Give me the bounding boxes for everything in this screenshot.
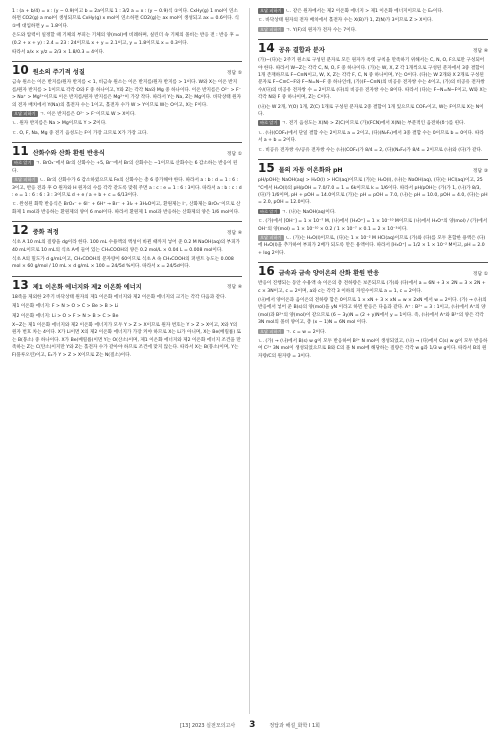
paragraph: ㄷ. 완성된 화학 반응식은 BrO₃⁻ + 6I⁻ + 6H⁺ → Br⁻ + 3I₂ + 3H₂O이고, 환원제는 I⁻, 산화제는 BrO₃⁻이므로 산화제 1 mol과 반응하는 환원제의 양이 6 mol이다. 따라서 환원제 1 mol과 반응하는 산화제의 양은 1/6 mol이다.: [12, 202, 241, 215]
section-header: [12, 64, 242, 77]
paragraph: 따라서 a/x × y/z = 2/3 × 1.8/0.3 = 4이다.: [12, 50, 105, 56]
paragraph: 식초 A 10 mL의 질량을 dg이라 한다. 100 mL 수용액의 액성이 바뀐 때까지 넣어 준 0.2 M NaOH(aq)의 부피가 40 mL이므로 10 mL의 식초 A에 들어 있는 CH₃COOH의 양은 0.2 mol/L × 0.04 L = 0.008 mol이다.: [12, 240, 240, 253]
right-column: [258, 8, 488, 362]
section-number: 13: [12, 277, 29, 292]
section-header: [12, 224, 242, 237]
paragraph: 바로 알기 ㄱ. BrO₃⁻에서 Br의 산화수는 +5, Br⁻에서 Br의 산화수는 −1이므로 산화수는 6 감소하는 반응이 된다.: [12, 160, 238, 174]
section-title: 산화수와 산화 환원 반응식: [32, 150, 105, 158]
answer-label: 정답 ⑤: [226, 71, 242, 77]
answer-label: 정답 ①: [226, 151, 242, 157]
page-number: 3: [249, 720, 256, 730]
section-number: 15: [258, 161, 275, 176]
paragraph: 오답 피하기 ㄱ. 이온 반지름은 O²⁻ > F⁻이므로 W > X이다.: [14, 111, 136, 118]
tag-label: 바로 알기: [14, 160, 32, 166]
tag-label: 오답 피하기: [260, 234, 282, 240]
section-16: [258, 262, 488, 360]
paragraph: 오답 피하기 ㄴ. (가)는 H₂O(l)이므로, (다)는 1 × 10⁻² M HCl(aq)이므로 (가)와 (다)를 모두 혼합한 용액은 (다)에 H₂O(l)을 추가하여 부피가 2배가 되도록 만든 용액이다. 따라서 [H₃O⁺] = 1/2 × 1 × 10⁻² M이고, pH = 2.0 + log 2이다.: [258, 234, 486, 256]
paragraph: (나)는 W 2개, Y(O) 1개, Z(C) 1개로 구성된 분자로 2중 결합이 1개 있으므로 COF₂이고, W는 F이므로 X는 N이다.: [258, 104, 484, 118]
paragraph: 1 : (a + b/4) = x : (y − 0.9)이고 b = 2a이므로 1 : 3/2 a = x : (y − 0.9)식 ①이다. CxHy(g) 1 mol이 연소하면 CO2(g) a mol이 생성되므로 CxHy(g) x mol이 연소하면 CO2(g)는 ax mol이 생성되고 ax = 0.6이다. 식 ①에 대입하면 y = 1.8이다.: [12, 9, 239, 29]
answer-label: 정답 ④: [226, 285, 242, 291]
section-header: [258, 265, 488, 278]
section-number: 11: [12, 144, 29, 159]
section-header: [12, 145, 242, 158]
section-title: 제1 이온화 에너지와 제2 이온화 에너지: [32, 283, 142, 291]
tag-label: 오답 피하기: [14, 111, 36, 117]
paragraph: (나)에서 양이온과 음이온의 전하량 합은 0이므로 1 × xN + 3 × xN = w × 2xN 에서 w = 2이다. (가) → (나)의 반응에서 넣어 준 B(s)의 양(mol)을 yN 이라고 하면 반응은 다음과 같다. A⁺ : B²⁺ = 3 : 1이고, (나)에서 A⁺의 양(mol)과 B²⁺의 양(mol)이 같으므로 (6 − 3y)N = (2 + y)N에서 y = 1이다. 즉, (나)에서 A⁺와 B²⁺의 양은 각각 3N mol의 몰비 양이고, 총 (x − 1)N = 6N mol 이다.: [258, 297, 487, 326]
paragraph: 오답 피하기 ㄴ. 같은 원자에서는 제2 이온화 에너지 > 제1 이온화 에너지이므로 는 E₂이다.: [260, 8, 444, 14]
paragraph: 제2 이온화 에너지: Li > O > F > N > B > C > Be: [12, 313, 119, 319]
footer-left: [13] 2023 실전모의고사: [180, 722, 236, 729]
section-12: [12, 221, 242, 271]
section-15: [258, 159, 488, 257]
paragraph: ㄷ. 비공유 전자쌍 수/공유 전자쌍 수는 (나)(COF₂)가 8/4 = 2, (다)(N₂F₂)가 8/4 = 2이므로 (나)와 (다)가 같다.: [258, 147, 483, 153]
paragraph: 바로 알기 ㄱ. (나)는 NaOH(aq)이다.: [260, 208, 336, 215]
section-title: 금속과 금속 양이온의 산화 환원 반응: [278, 270, 380, 278]
paragraph: 반응이 진행되는 동안 수용액 속 이온의 총 전하량은 보존되므로 (가)와 (다)에서 a = 6N + 3 × 2N = 3 × 2N + c × 3N이고, c = 2이며, a와 c는 각각 3 이하의 자연수이므로 a = 1, c = 2이다.: [258, 281, 486, 294]
answer-label: 정답 ①: [472, 271, 488, 277]
section-title: 공유 결합과 분자: [278, 47, 325, 55]
paragraph: 18족을 제외한 2주기 바닥상태 원자의 제1 이온화 에너지와 제2 이온화 에너지의 크기는 각각 다음과 같다.: [12, 294, 227, 300]
paragraph: 식초 A의 밀도가 d g/mL이고, CH₃COOH의 분자량이 60이므로 식초 A 속 CH₃COOH의 퍼센트 농도는 0.008 mol × 60 g/mol / 10 mL × d g/mL × 100 = 24/5d %이다. 따라서 x = 24/5d이다.: [12, 256, 234, 270]
tag-label: 바로 알기: [260, 208, 278, 214]
paragraph: 오답 피하기 ㄴ. Br의 산화수가 6 감소하였으므로 Fe의 산화수는 총 6 증가해야 한다. 따라서 a : b : d = 1 : 6 : 3이고, 반응 전과 후 O 원자와 H 원자의 수를 각각 같도록 맞춰 주면 a : c : e = 1 : 6 : 3이다. 따라서 a : b : c : d : e = 1 : 6 : 6 : 3 : 3이므로 d + e / a + b + c = 6/13이다.: [12, 177, 242, 198]
section-10: [12, 61, 242, 137]
tag-label: 바로 알기: [260, 120, 278, 126]
answer-label: 정답 ③: [472, 168, 488, 174]
paragraph: X∼Z는 제1 이온화 에너지와 제2 이온화 에너지가 모두 Y > Z > X이므로 원자 번호는 Y > Z > X이고, X와 Y의 원자 번호 차는 4이다. X가 Li이면 X의 제2 이온화 에너지가 가장 커야 하므로 X는 Li가 아니며, X는 Be(베릴륨) 또는 B(붕소) 중 하나이다. X가 Be(베릴륨)이면 Y는 O(산소)이며, 제1 이온화 에너지와 제2 이온화 에너지 조건을 만족하는 Z는 C(탄소)이지만 Y와 Z는 홀전자 수가 같아야 하므로 조건에 맞지 않는다. 따라서 X는 B(붕소)이며, Y는 F(플루오린)이고, E₂가 Y > Z > X이므로 Z는 N(질소)이다.: [12, 322, 242, 358]
paragraph: 금속 원소는 이온 반지름/원자 반지름 < 1, 비금속 원소는 이온 반지름/원자 반지름 > 1이다. W와 X는 이온 반지름/원자 반지름 > 1이므로 각각 O와 F 중 하나이고, Y와 Z는 각각 Na와 Mg 중 하나이다. 이온 반지름은 O²⁻ > F⁻ > Na⁺ > Mg²⁺이므로 이온 반지름/원자 반지름은 Mg²⁺이 가장 작다. 따라서 Y는 Na, Z는 Mg이다. 바닥상태 원자의 전자 배치에서 Y(Na)의 홀전자 수는 1이고, 홀전자 수가 W > Y이므로 W는 O이고, X는 F이다.: [12, 80, 242, 108]
section-title: 중화 적정: [32, 229, 59, 237]
section-title: 물의 자동 이온화와 pH: [278, 167, 343, 175]
answer-label: 정답 ④: [226, 230, 242, 236]
section-number: 12: [12, 223, 29, 238]
section-13: [12, 276, 242, 359]
paragraph: 바로 알기 ㄱ. 전기 음성도는 X(N) > Z(C)이므로 (가)(FCN)에서 X(N)는 부분적인 음전하(δ⁻)를 띤다.: [260, 120, 465, 127]
paragraph: 오답 피하기 ㄱ. c = w = 2이다.: [260, 328, 327, 335]
footer-right: 정답과 해설_화학 Ⅰ 1회: [269, 722, 320, 729]
paragraph: 오답 피하기 ㄱ. Y(F)의 원자가 전자 수는 7이다.: [260, 26, 357, 33]
section-number: 16: [258, 264, 275, 279]
paragraph: ㄷ. (가)에서 [OH⁻] = 1 × 10⁻⁷ M, (나)에서 [H₃O⁺] = 1 × 10⁻¹⁰ M이므로 (나)에서 H₃O⁺의 양(mol) / (가)에서 OH⁻의 양(mol) = 1 × 10⁻¹⁰ × 0.2 / 1 × 10⁻⁷ × 0.1 = 2 × 10⁻³이다.: [258, 219, 488, 232]
tag-label: 오답 피하기: [260, 328, 282, 334]
section-11: [12, 142, 242, 216]
paragraph: ㄴ. (나)(COF₂)에서 단일 결합 수는 2이므로 a = 2이고, (다)(N₂F₂)에서 3중 결합 수는 0이므로 b = 0이다. 따라서 a + b = 2이다.: [258, 130, 484, 144]
section-header: [12, 279, 242, 292]
column-divider: [249, 8, 250, 714]
tag-label: 오답 피하기: [14, 177, 36, 183]
paragraph: 제1 이온화 에너지: F > N > O > C > Be > B > Li: [12, 304, 119, 310]
paragraph: 온도와 압력이 일정할 때 기체의 부피는 기체의 양(mol)에 비례하며, 실린더 속 기체의 몰비는 반응 전 : 반응 후 = (0.2 + x + y) : 2.4 = 23 : 24이므로 x + y = 2.1이고, y = 1.8이므로 x = 0.3이다.: [12, 33, 240, 46]
tag-label: 오답 피하기: [260, 8, 282, 13]
left-column: [12, 8, 242, 361]
section-header: [258, 42, 488, 55]
paragraph: ㄴ. 원자 반지름은 Na > Mg이므로 Y > Z이다.: [12, 121, 107, 127]
paragraph: (가)∼(다)는 2주기 원소로 구성된 분자로 모든 원자가 옥텟 규칙을 만족하기 위해서는 C, N, O, F으로만 구성되어야 한다. 따라서 W∼Z는 각각 C, N, O, F 중 하나이다. (가)는 W, X, Z 각 1개씩으로 구성된 분자에서 3중 결합이 1개 존재하므로 F−C≡N이고, W, X, Z는 각각 F, C, N 중 하나이며, Y는 O이다. (다)는 W 2개와 X 2개로 구성된 분자로 F−C≡C−F와 F−N=N−F 중 하나인데, (가)(F−C≡N)의 비공유 전자쌍 수는 4이고, (가)의 비공유 전자쌍 수/(다)의 비공유 전자쌍 수 = 2이므로 (다)의 비공유 전자쌍 수는 8이다. 따라서 (다)는 F−N=N−F이고, W와 X는 각각 N와 F 중 하나이며, Z는 C이다.: [258, 58, 488, 101]
section-header: [258, 162, 488, 175]
answer-label: 정답 ④: [472, 48, 488, 54]
section-14: [258, 39, 488, 154]
section-number: 14: [258, 41, 275, 56]
section-number: 10: [12, 63, 29, 78]
tag-label: 오답 피하기: [260, 26, 282, 32]
paragraph: ㄴ. (가) → (나)에서 B(s) w g이 모두 반응하여 B²⁺ N mol이 생성되었고, (나) → (다)에서 C(s) w g이 모두 반응하여 C²⁺ 3N mol이 생성되었으므로 B와 C의 몰 N mol에 해당하는 질량은 각각 w g과 1/3 w g이다. 따라서 B의 원자량/C의 원자량 = 3이다.: [258, 339, 488, 359]
section-title: 원소의 주기적 성질: [32, 69, 85, 77]
page-footer: [0, 718, 500, 732]
paragraph: ㄷ. 바닥상태 원자의 전자 배치에서 홀전자 수는 X(B)가 1, Z(N)가 3이므로 Z > X이다.: [258, 18, 433, 24]
paragraph: pH/pOH는 NaOH(aq) > H₂O(l) > HCl(aq)이므로 (가)는 H₂O(l), (나)는 NaOH(aq), (다)는 HCl(aq)이고, 25 °C에서 H₂O(l)의 pH/pOH = 7.0/7.0 = 1 = 6k이므로 k = 1/6이다. 따라서 pH/pOH는 (가)가 1, (나)가 8/3, (다)가 1/6이며, pH + pOH = 14.0이므로 (가)는 pH = pOH = 7.0, (나)는 pH = 10.0, pOH = 4.0, (다)는 pH = 2.0, pOH = 12.0이다.: [258, 178, 488, 206]
paragraph: ㄷ. O, F, Na, Mg 중 전기 음성도는 F이 가장 크므로 X가 가장 크다.: [12, 130, 148, 136]
